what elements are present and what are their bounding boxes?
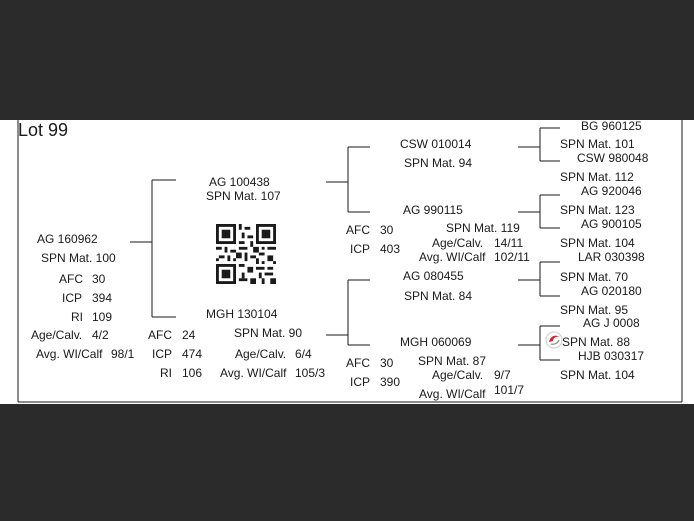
dam-dam-icp-label: ICP xyxy=(350,375,371,389)
dam-dam-age-calv-value: 9/7 xyxy=(494,368,511,382)
gen4-sd-sire: AG 920046 xyxy=(581,184,642,198)
gen4-dd-sire: AG J 0008 xyxy=(583,316,640,330)
dam-dam-age-calv-label: Age/Calv. xyxy=(432,368,484,382)
dam-afc-value: 24 xyxy=(182,328,196,342)
dam-dam-icp-value: 390 xyxy=(380,375,401,389)
dam-sire-id: AG 080455 xyxy=(403,269,464,283)
pedigree-document xyxy=(0,120,694,404)
sire-dam-icp-label: ICP xyxy=(350,242,371,256)
sire-dam-afc-label: AFC xyxy=(346,223,370,237)
gen4-ds-dam: AG 020180 xyxy=(581,284,642,298)
gen4-ds-sire-spn: SPN Mat. 70 xyxy=(560,270,629,284)
sire-dam-spn-mat: SPN Mat. 119 xyxy=(446,221,520,235)
dam-spn-mat: SPN Mat. 90 xyxy=(234,326,303,340)
sire-dam-age-calv-label: Age/Calv. xyxy=(432,236,484,250)
sire-id: AG 100438 xyxy=(209,175,270,189)
dam-icp-value: 474 xyxy=(182,347,203,361)
sire-sire-spn-mat: SPN Mat. 94 xyxy=(404,156,473,170)
gen4-ss-dam-spn: SPN Mat. 112 xyxy=(560,170,634,184)
animal-id: AG 160962 xyxy=(37,232,98,246)
dam-dam-afc-label: AFC xyxy=(346,356,370,370)
sire-dam-avg-wi-label: Avg. WI/Calf xyxy=(419,250,486,264)
sire-dam-afc-value: 30 xyxy=(380,223,394,237)
sire-dam-icp-value: 403 xyxy=(380,242,401,256)
qr-code-icon xyxy=(216,224,276,284)
gen4-ss-sire: BG 960125 xyxy=(581,120,642,133)
sire-spn-mat: SPN Mat. 107 xyxy=(206,189,281,203)
dam-dam-id: MGH 060069 xyxy=(400,335,472,349)
dam-avg-wi-label: Avg. WI/Calf xyxy=(220,366,287,380)
sire-dam-avg-wi-value: 102/11 xyxy=(494,250,530,264)
animal-age-calv-label: Age/Calv. xyxy=(31,328,83,342)
dam-ri-label: RI xyxy=(160,366,172,380)
dam-id: MGH 130104 xyxy=(206,307,278,321)
animal-avg-wi-label: Avg. WI/Calf xyxy=(36,347,103,361)
dam-ri-value: 106 xyxy=(182,366,203,380)
animal-ri-label: RI xyxy=(71,310,83,324)
dam-dam-spn-mat: SPN Mat. 87 xyxy=(418,354,487,368)
animal-icp-label: ICP xyxy=(62,291,83,305)
dam-dam-avg-wi-label: Avg. WI/Calf xyxy=(419,387,486,401)
dam-dam-avg-wi-value: 101/7 xyxy=(494,383,525,397)
gen4-ss-spn: SPN Mat. 101 xyxy=(560,137,635,151)
dam-dam-afc-value: 30 xyxy=(380,356,394,370)
gen4-ds-dam-spn: SPN Mat. 95 xyxy=(560,303,629,317)
sire-dam-id: AG 990115 xyxy=(403,203,463,217)
dam-age-calv-label: Age/Calv. xyxy=(235,347,287,361)
sire-dam-age-calv-value: 14/11 xyxy=(494,236,524,250)
animal-ri-value: 109 xyxy=(92,310,113,324)
gen4-dd-sire-spn: SPN Mat. 88 xyxy=(562,335,631,349)
gen4-sd-sire-spn: SPN Mat. 123 xyxy=(560,203,635,217)
dam-age-calv-value: 6/4 xyxy=(295,347,312,361)
animal-afc-label: AFC xyxy=(59,272,83,286)
dam-icp-label: ICP xyxy=(152,347,173,361)
gen4-dd-dam: HJB 030317 xyxy=(578,349,645,363)
gen4-ds-sire: LAR 030398 xyxy=(578,250,645,264)
animal-icp-value: 394 xyxy=(92,291,113,305)
gen4-sd-dam: AG 900105 xyxy=(581,217,642,231)
animal-spn-mat: SPN Mat. 100 xyxy=(41,251,116,265)
gen4-sd-dam-spn: SPN Mat. 104 xyxy=(560,236,635,250)
animal-age-calv-value: 4/2 xyxy=(92,328,109,342)
gen4-ss-dam: CSW 980048 xyxy=(577,151,649,165)
dam-sire-spn-mat: SPN Mat. 84 xyxy=(404,289,473,303)
animal-avg-wi-value: 98/1 xyxy=(111,347,135,361)
dam-avg-wi-value: 105/3 xyxy=(295,366,326,380)
breeder-logo-icon xyxy=(545,331,563,349)
lot-title: Lot 99 xyxy=(18,120,69,140)
dam-afc-label: AFC xyxy=(148,328,172,342)
sire-sire-id: CSW 010014 xyxy=(400,137,472,151)
animal-afc-value: 30 xyxy=(92,272,106,286)
gen4-dd-dam-spn: SPN Mat. 104 xyxy=(560,368,635,382)
